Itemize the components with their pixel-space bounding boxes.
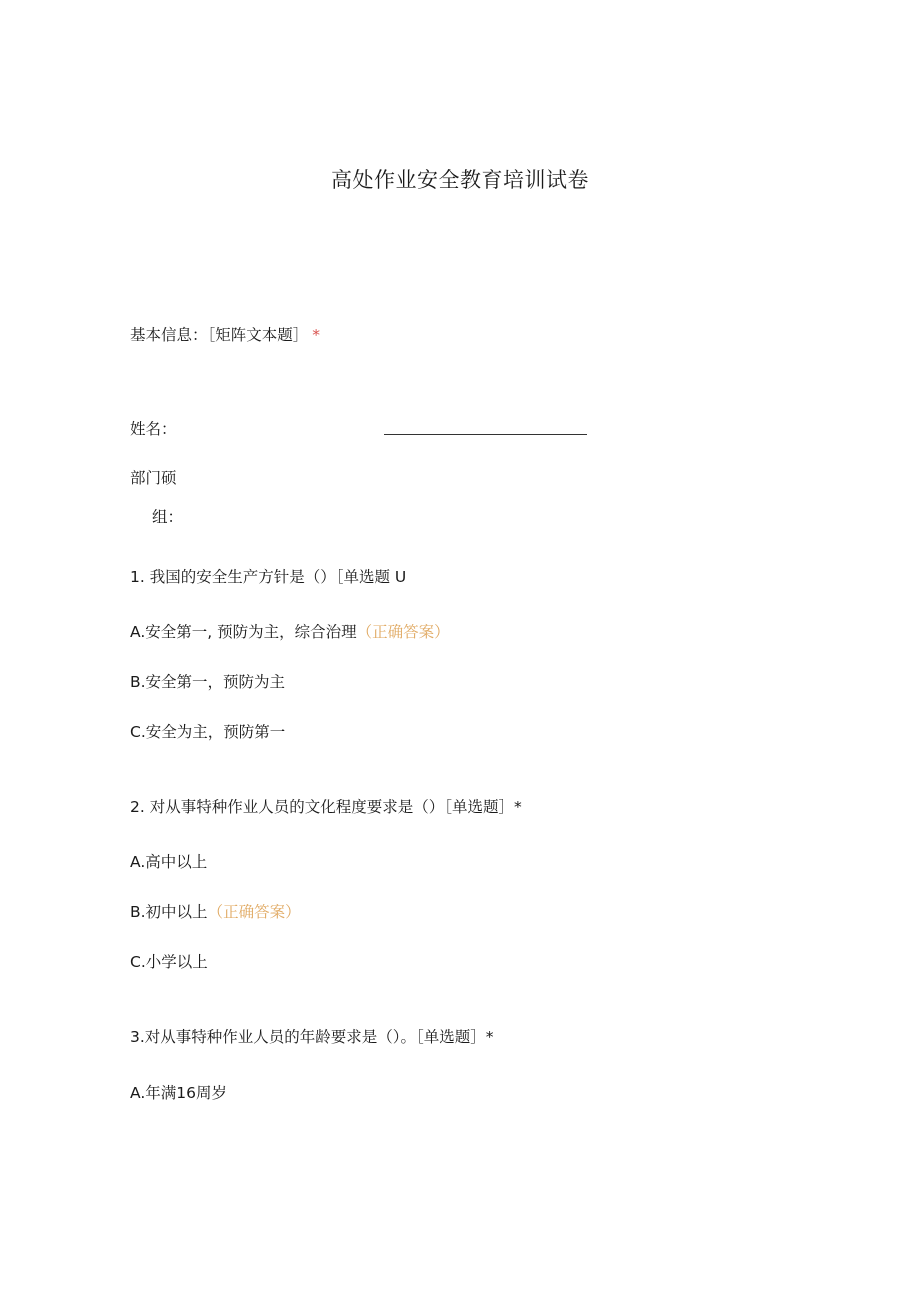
option-text: C.小学以上	[130, 953, 208, 971]
question-2-option-c[interactable]	[130, 950, 208, 974]
question-1-stem: 1. 我国的安全生产方针是（）［单选题 U	[130, 568, 407, 586]
required-asterisk: *	[312, 326, 321, 344]
option-text: B.初中以上	[130, 903, 208, 921]
correct-answer-tag: （正确答案）	[207, 903, 301, 921]
dept-field-label-line1: 部门硕	[130, 469, 177, 487]
option-text: A.安全第一, 预防为主，综合治理	[130, 623, 357, 641]
option-text: C.安全为主，预防第一	[130, 723, 286, 741]
question-1-option-b[interactable]	[130, 670, 285, 694]
question-3-option-a[interactable]	[130, 1081, 227, 1105]
page-title: 高处作业安全教育培训试卷	[331, 168, 589, 192]
option-text: B.安全第一，预防为主	[130, 673, 286, 691]
name-field-label: 姓名：	[130, 420, 177, 438]
question-1-option-a[interactable]	[130, 620, 450, 644]
correct-answer-tag: （正确答案）	[356, 623, 450, 641]
dept-field-label-line2: 组：	[152, 508, 184, 526]
option-text: A.年满16周岁	[130, 1084, 227, 1102]
option-text: A.高中以上	[130, 853, 208, 871]
question-2-option-a[interactable]	[130, 850, 207, 874]
basic-info-label: 基本信息：［矩阵文本题］	[130, 326, 309, 344]
basic-info-heading	[130, 323, 320, 347]
name-input-underline[interactable]	[384, 434, 587, 435]
question-2-option-b[interactable]	[130, 900, 301, 924]
question-3-stem: 3.对从事特种作业人员的年龄要求是（）。［单选题］*	[130, 1028, 494, 1046]
question-1-option-c[interactable]	[130, 720, 285, 744]
question-2-stem: 2. 对从事特种作业人员的文化程度要求是（）［单选题］*	[130, 798, 522, 816]
